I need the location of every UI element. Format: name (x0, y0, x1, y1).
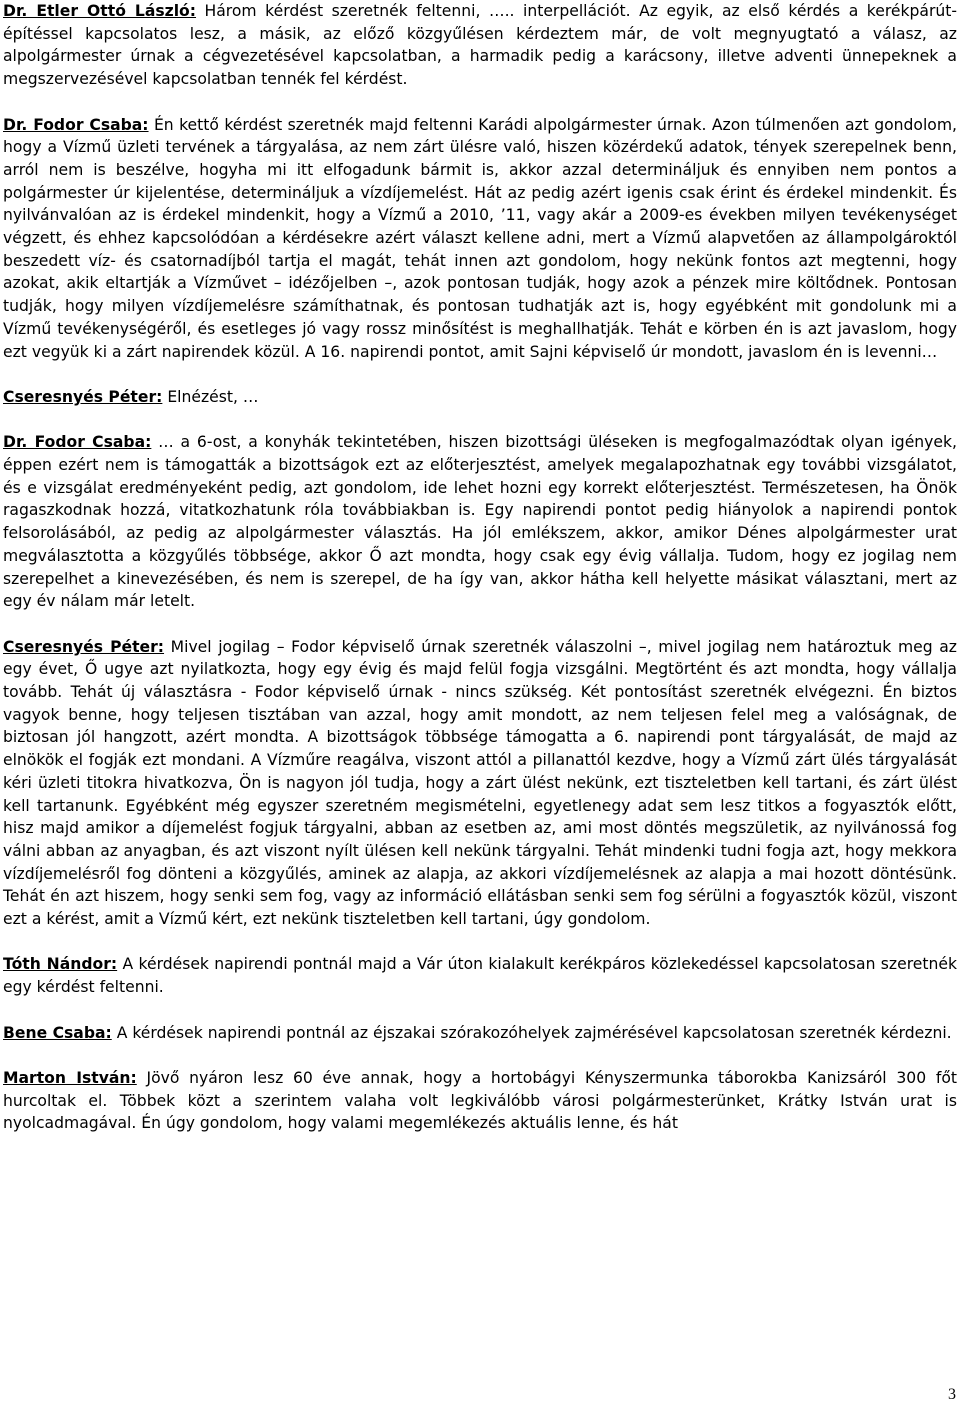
speech-text: Elnézést, … (162, 387, 259, 406)
speaker-name: Cseresnyés Péter: (3, 637, 165, 656)
speech-text: Mivel jogilag – Fodor képviselő úrnak szeretnék válaszolni –, mivel jogilag nem határoztuk meg az egy évet, Ő ugye azt nyilatkozta, hogy egy évig és majd felül fogja vizsgálni. Megtörtént és azt mondta, hogy vállalja tovább. Tehát új választásra - Fodor képviselő úrnak - nincs szükség. Két pontosítást szeretnék elvégezni. Én biztos vagyok benne, hogy teljesen tisztában van azzal, hogy amit mondott, az nem teljesen felel meg a valóságnak, de biztosan jól hangzott, azért mondta. A bizottságok többsége támogatta a 6. napirendi pont tárgyalását, de majd az elnökök el fogják ezt mondani. A Vízműre reagálva, viszont attól a pillanattól kezdve, hogy a Vízmű zárt ülés tárgyalását kéri üzleti titokra hivatkozva, Ön is nagyon jól tudja, hogy a zárt ülést nekünk, ezt tiszteletben kell tartani, és zárt ülést kell tartanunk. Egyébként még egyszer szeretném megismételni, egyetlenegy adat sem lesz titkos a fogyasztók előtt, hisz majd amikor a díjemelést fogjuk tárgyalni, abban az esetben az, ami most döntés megszületik, az nyilvánossá fog válni abban az anyagban, és azt viszont nyílt ülésen kell nekünk tárgyalni. Tehát mindenki tudni fogja azt, hogy mekkora vízdíjemelésről fog dönteni a közgyűlés, aminek az alapja, az akkori vízdíjemelésnek az alapja a mai hozott döntésünk. Tehát én azt hiszem, hogy senki sem fog, vagy az információ ellátásban senki sem fog sérülni a fogyasztók közül, viszont ezt a kérést, amit a Vízmű kért, ezt nekünk tiszteletben kell tartani, úgy gondolom. (3, 637, 957, 929)
paragraph-cseresnyes-2 (3, 636, 957, 931)
paragraph-marton (3, 1067, 957, 1135)
speaker-name: Dr. Fodor Csaba: (3, 433, 152, 452)
speaker-name: Bene Csaba: (3, 1023, 112, 1042)
speech-text: Három kérdést szeretnék feltenni, ….. interpellációt. Az egyik, az első kérdés a kerékpárút-építéssel kapcsolatos lesz, a másik, az előző közgyűlésen kérdeztem már, de volt megnyugtató a válasz, az alpolgármester úrnak a cégvezetésével kapcsolatban, a harmadik pedig a karácsony, illetve adventi ünnepeknek a megszervezésével kapcsolatban tennék fel kérdést. (3, 2, 958, 89)
speaker-name: Dr. Fodor Csaba: (3, 115, 149, 134)
speaker-name: Marton István: (3, 1068, 137, 1087)
speech-text: Én kettő kérdést szeretnék majd feltenni Karádi alpolgármester úrnak. Azon túlmenően azt gondolom, hogy a Vízmű üzleti tervének a tárgyalása, az nem zárt ülésre való, hiszen közérdekű adatok, tények szerepelnek benn, arról nem is beszélve, hogyha mi itt elfogadunk bármit is, akkor azzal determináljuk és ennyiben nem pontos a polgármester úr kijelentése, determináljuk a vízdíjemelést. Hát az pedig azért igenis csak érint és érdekel mindenkit. És nyilvánvalóan az is érdekel mindenkit, hogy a Vízmű a 2010, ’11, vagy akár a 2009-es években milyen tevékenységet végzett, és ehhez kapcsolódóan a kérdésekre azért választ kellene adni, mert a Vízmű alapvetően az állampolgároktól beszedett víz- és csatornadíjból tartja el magát, tehát innen azt gondolom, hogy nekünk fontos azt megtenni, hogy azokat, akik eltartják a Vízművet – idézőjelben –, azok pontosan tudják, hogy azok a pénzek mire költődnek. Pontosan tudják, hogy milyen vízdíjemelésre számíthatnak, és pontosan tudhatják azt is, hogy egyébként mit gondolunk mi a Vízmű tevékenységéről, és esetleges jó vagy rossz minősítést is meghallhatják. Tehát e körben én is azt javaslom, hogy ezt vegyük ki a zárt napirendek közül. A 16. napirendi pontot, amit Sajni képviselő úr mondott, javaslom én is levenni… (3, 115, 957, 361)
speech-text: A kérdések napirendi pontnál az éjszakai szórakozóhelyek zajmérésével kapcsolatosan szeretnék kérdezni. (111, 1023, 952, 1042)
paragraph-fodor-2 (3, 431, 957, 613)
paragraph-etler (3, 0, 957, 91)
speaker-name: Cseresnyés Péter: (3, 387, 163, 406)
speech-text: A kérdések napirendi pontnál majd a Vár úton kialakult kerékpáros közlekedéssel kapcsolatosan szeretnék egy kérdést feltenni. (3, 955, 957, 997)
speaker-name: Dr. Etler Ottó László: (3, 2, 197, 20)
speaker-name: Tóth Nándor: (3, 955, 118, 974)
speech-text: … a 6-ost, a konyhák tekintetében, hiszen bizottsági üléseken is megfogalmazódtak olyan igények, éppen ezért nem is támogatták a bizottságok ezt az előterjesztést, amelyek megalapozhatnak egy további vizsgálatot, és e vizsgálat eredményeként pedig, azt gondolom, ide lehet hozni egy korrekt előterjesztést. Természetesen, ha Önök ragaszkodnak hozzá, vitatkozhatunk róla továbbiakban is. Egy napirendi pontot pedig hiányolok a napirendi pontok felsorolásából, az pedig az alpolgármester választás. Ha jól emlékszem, akkor, amikor Dénes alpolgármester urat megválasztotta a közgyűlés többsége, akkor Ő azt mondta, hogy csak egy évig vállalja. Tudom, hogy ez jogilag nem szerepelhet a kinevezésében, és nem is szerepel, de ha így van, akkor hátha kell helyette másikat választani, mert az egy év nálam már letelt. (3, 433, 957, 611)
document-page (3, 0, 957, 1158)
paragraph-toth (3, 953, 957, 998)
paragraph-cseresnyes-1 (3, 386, 957, 409)
paragraph-fodor-1 (3, 114, 957, 364)
page-number: 3 (948, 1386, 956, 1403)
paragraph-bene (3, 1022, 957, 1045)
speech-text: Jövő nyáron lesz 60 éve annak, hogy a hortobágyi Kényszermunka táborokba Kanizsáról 300 főt hurcoltak el. Többek közt a szerintem valaha volt legkiválóbb városi polgármesterünket, Krátky István urat is nyolcadmagával. Én úgy gondolom, hogy valami megemlékezés aktuális lenne, és hát (3, 1068, 957, 1133)
